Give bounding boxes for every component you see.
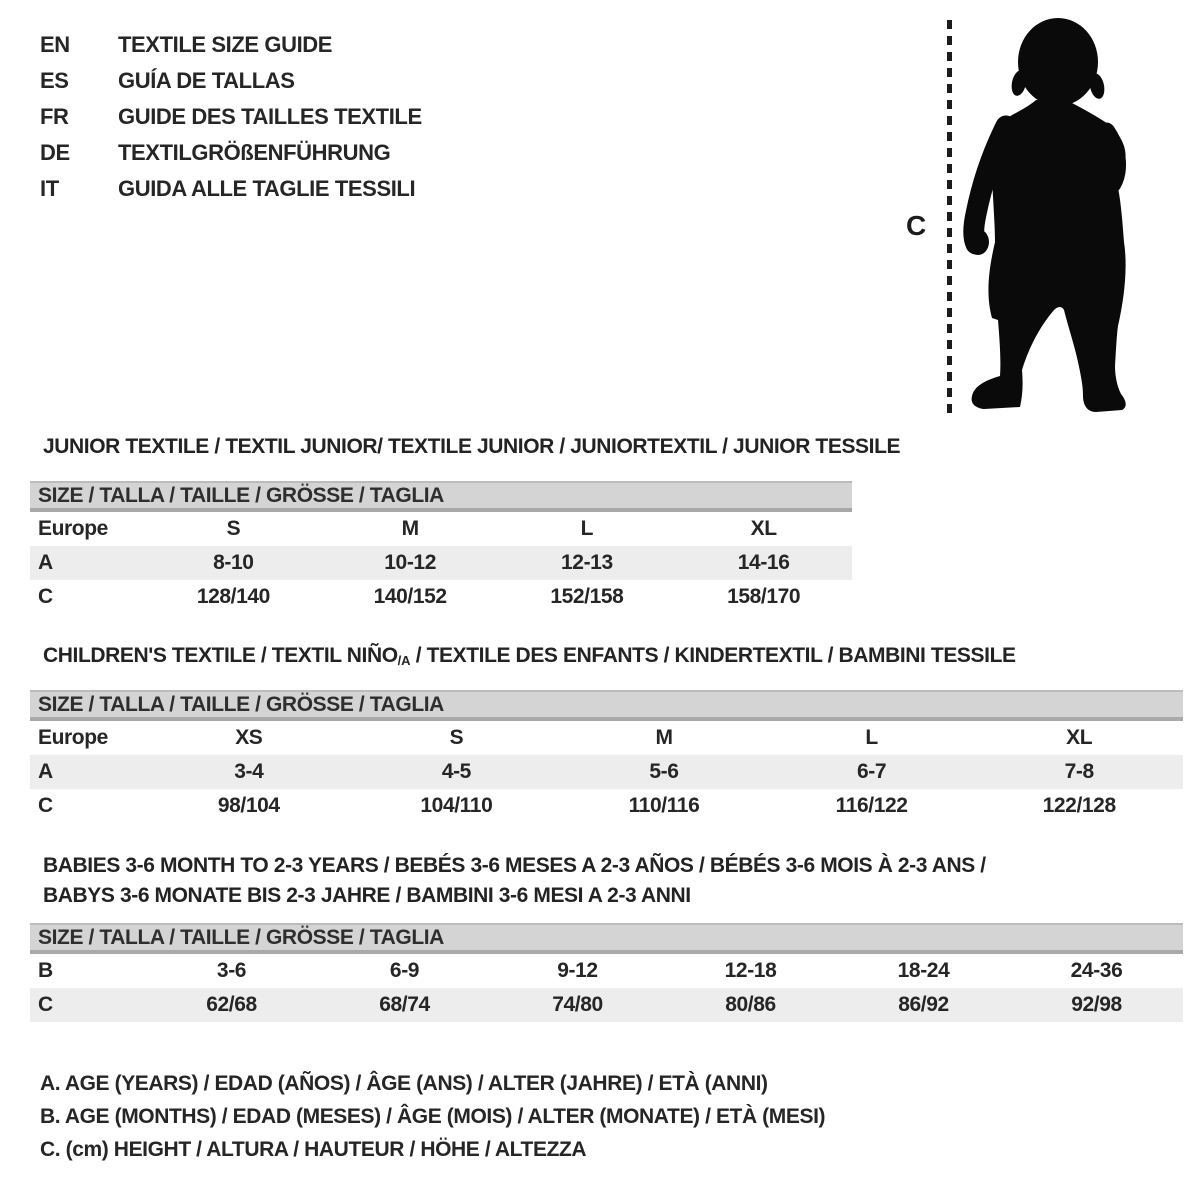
babies-title-line1: BABIES 3-6 MONTH TO 2-3 YEARS / BEBÉS 3-6 MESES A 2-3 AÑOS / BÉBÉS 3-6 MOIS À 2-3 ANS / — [43, 854, 986, 877]
babies-section-title — [43, 851, 986, 911]
table-cell: 18-24 — [897, 959, 950, 982]
table-cell: 86/92 — [898, 993, 949, 1016]
table-cell: M — [655, 726, 673, 749]
row-label: C — [38, 794, 53, 817]
legend-line-c: C. (cm) HEIGHT / ALTURA / HAUTEUR / HÖHE / ALTEZZA — [40, 1138, 587, 1161]
list-item — [40, 63, 422, 99]
language-code: IT — [40, 176, 59, 201]
table-cell: 158/170 — [727, 585, 801, 608]
table-cell: 10-12 — [384, 551, 436, 574]
size-header-bar — [30, 690, 1183, 721]
table-cell: 62/68 — [206, 993, 257, 1016]
table-cell: 3-4 — [234, 760, 264, 783]
children-size-table — [30, 690, 1183, 823]
row-label: A — [38, 551, 53, 574]
table-row — [30, 580, 852, 614]
table-cell: 12-18 — [724, 959, 777, 982]
table-cell: 104/110 — [420, 794, 493, 817]
table-cell: 128/140 — [196, 585, 270, 608]
table-cell: XL — [1066, 726, 1093, 749]
row-label: C — [38, 993, 53, 1016]
language-title: GUIDE DES TAILLES TEXTILE — [118, 104, 422, 129]
table-cell: L — [580, 517, 594, 540]
language-code: ES — [40, 68, 69, 93]
table-cell: 92/98 — [1071, 993, 1122, 1016]
table-cell: 152/158 — [550, 585, 624, 608]
table-cell: 6-7 — [857, 760, 887, 783]
list-item — [40, 99, 422, 135]
table-cell: 116/122 — [835, 794, 908, 817]
table-cell: L — [865, 726, 878, 749]
table-cell: 24-36 — [1070, 959, 1123, 982]
table-cell: 7-8 — [1064, 760, 1094, 783]
table-cell: 6-9 — [389, 959, 420, 982]
row-label: Europe — [38, 517, 108, 540]
size-header-label: SIZE / TALLA / TAILLE / GRÖSSE / TAGLIA — [38, 692, 444, 716]
table-row — [30, 546, 852, 580]
height-measure-label: C — [906, 210, 926, 241]
table-row — [30, 721, 1183, 755]
table-cell: 74/80 — [552, 993, 603, 1016]
junior-size-table — [30, 481, 852, 614]
language-title: TEXTILE SIZE GUIDE — [118, 32, 333, 57]
table-cell: 98/104 — [217, 794, 280, 817]
table-cell: 140/152 — [373, 585, 447, 608]
size-header-label: SIZE / TALLA / TAILLE / GRÖSSE / TAGLIA — [38, 925, 444, 949]
legend-line-b: B. AGE (MONTHS) / EDAD (MESES) / ÂGE (MOIS) / ALTER (MONATE) / ETÀ (MESI) — [40, 1105, 826, 1128]
list-item — [40, 171, 422, 207]
table-cell: M — [401, 517, 419, 540]
height-measure-dashed-line — [947, 20, 952, 416]
children-title-subscript: /A — [397, 653, 411, 668]
row-label: C — [38, 585, 53, 608]
children-section-title — [43, 641, 1016, 676]
table-cell: 5-6 — [649, 760, 679, 783]
size-header-bar — [30, 481, 852, 512]
list-item — [40, 27, 422, 63]
table-cell: 14-16 — [737, 551, 790, 574]
legend — [40, 1067, 825, 1166]
table-cell: 9-12 — [557, 959, 598, 982]
table-cell: S — [226, 517, 241, 540]
table-cell: 80/86 — [725, 993, 776, 1016]
table-cell: XS — [235, 726, 263, 749]
size-header-bar — [30, 923, 1183, 954]
table-cell: 3-6 — [216, 959, 247, 982]
language-code: DE — [40, 140, 70, 165]
children-title-text: / TEXTILE DES ENFANTS / KINDERTEXTIL / BAMBINI TESSILE — [410, 644, 1016, 667]
table-cell: 8-10 — [213, 551, 254, 574]
language-code: EN — [40, 32, 70, 57]
list-item — [40, 135, 422, 171]
junior-section-title: JUNIOR TEXTILE / TEXTIL JUNIOR/ TEXTILE JUNIOR / JUNIORTEXTIL / JUNIOR TESSILE — [43, 435, 901, 458]
language-code: FR — [40, 104, 69, 129]
table-row — [30, 755, 1183, 789]
table-cell: XL — [750, 517, 777, 540]
table-row — [30, 789, 1183, 823]
table-cell: 110/116 — [628, 794, 700, 817]
table-cell: S — [449, 726, 464, 749]
table-cell: 12-13 — [561, 551, 613, 574]
table-cell: 68/74 — [379, 993, 430, 1016]
size-header-label: SIZE / TALLA / TAILLE / GRÖSSE / TAGLIA — [38, 483, 444, 507]
table-cell: 4-5 — [441, 760, 471, 783]
children-title-text: CHILDREN'S TEXTILE / TEXTIL NIÑO — [43, 644, 398, 667]
table-cell: 122/128 — [1042, 794, 1116, 817]
toddler-silhouette-icon — [962, 14, 1140, 418]
row-label: B — [38, 959, 53, 982]
language-title: TEXTILGRÖßENFÜHRUNG — [118, 140, 391, 165]
legend-line-a: A. AGE (YEARS) / EDAD (AÑOS) / ÂGE (ANS) / ALTER (JAHRE) / ETÀ (ANNI) — [40, 1072, 768, 1095]
row-label: A — [38, 760, 53, 783]
language-title: GUÍA DE TALLAS — [118, 68, 295, 93]
babies-size-table — [30, 923, 1183, 1022]
language-title: GUIDA ALLE TAGLIE TESSILI — [118, 176, 416, 201]
language-list — [40, 27, 422, 207]
row-label: Europe — [38, 726, 108, 749]
table-row — [30, 988, 1183, 1022]
table-row — [30, 954, 1183, 988]
table-row — [30, 512, 852, 546]
babies-title-line2: BABYS 3-6 MONATE BIS 2-3 JAHRE / BAMBINI 3-6 MESI A 2-3 ANNI — [43, 884, 691, 907]
